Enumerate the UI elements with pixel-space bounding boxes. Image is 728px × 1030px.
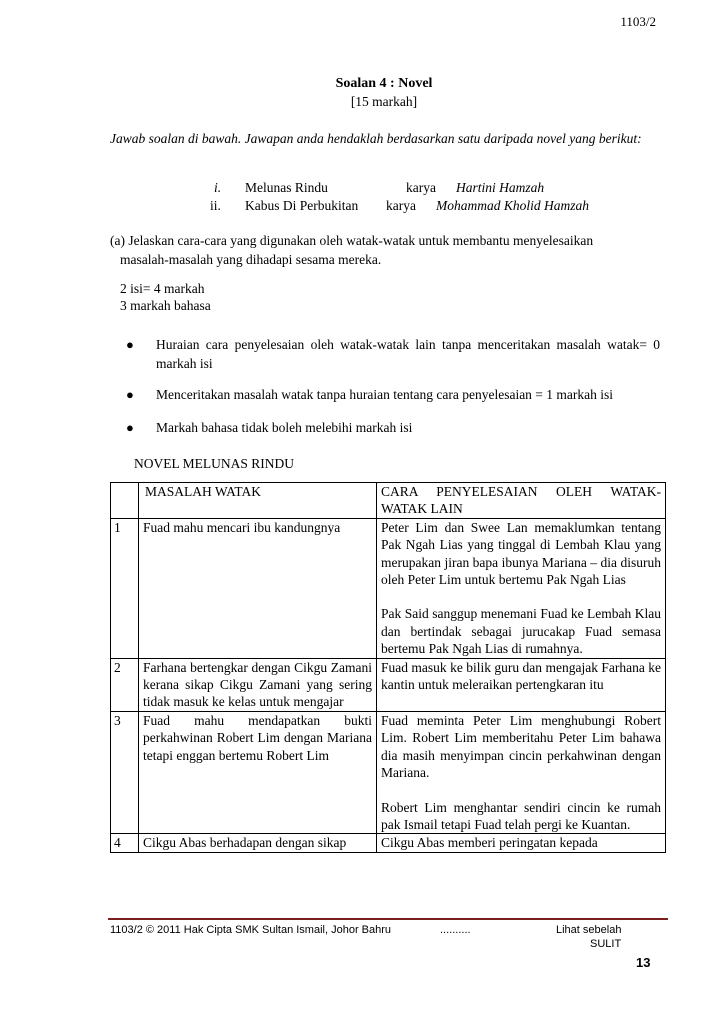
bullet-dot-icon: ● <box>126 337 134 352</box>
novel-karya: karya <box>406 180 436 195</box>
page-number: 13 <box>636 955 651 970</box>
row-solution <box>377 711 666 833</box>
row-problem: Farhana bertengkar dengan Cikgu Zamani kerana sikap Cikgu Zamani yang sering tidak masuk ke kelas untuk mengajar <box>139 658 377 711</box>
row-problem: Cikgu Abas berhadapan dengan sikap <box>139 834 377 852</box>
solution-paragraph: Fuad meminta Peter Lim menghubungi Robert Lim. Robert Lim memberitahu Peter Lim bahawa dia masih menyimpan cincin perkahwinan dengan Mariana. <box>381 712 661 781</box>
footer-sulit: SULIT <box>590 938 622 950</box>
bullet-item <box>126 335 660 375</box>
novel-item-1 <box>110 180 670 198</box>
bullet-text: Huraian cara penyelesaian oleh watak-watak lain tanpa menceritakan masalah watak= 0 markah isi <box>156 337 660 371</box>
footer-next-page: Lihat sebelah <box>556 924 622 936</box>
part-a-line-2: masalah-masalah yang dihadapi sesama mereka. <box>120 252 382 267</box>
question-title: Soalan 4 : Novel <box>335 76 433 91</box>
part-a-question <box>110 231 670 269</box>
novel-author: Hartini Hamzah <box>456 180 545 195</box>
novel-title: Kabus Di Perbukitan <box>245 198 359 213</box>
row-number: 4 <box>111 834 139 852</box>
footer-divider <box>108 918 668 920</box>
solution-paragraph: Fuad masuk ke bilik guru dan mengajak Farhana ke kantin untuk meleraikan pertengkaran itu <box>381 659 661 693</box>
answer-table <box>110 482 666 853</box>
novel-author: Mohammad Kholid Hamzah <box>436 198 590 213</box>
row-number: 1 <box>111 518 139 658</box>
mark-language: 3 markah bahasa <box>120 298 211 313</box>
solution-paragraph: Robert Lim menghantar sendiri cincin ke rumah pak Ismail tetapi Fuad telah pergi ke Kuantan. <box>381 799 661 832</box>
table-row <box>111 711 666 833</box>
novel-number: i. <box>214 180 222 195</box>
row-problem: Fuad mahu mencari ibu kandungnya <box>139 518 377 658</box>
row-number: 2 <box>111 658 139 711</box>
solution-paragraph: Pak Said sanggup menemani Fuad ke Lembah Klau dan bertindak sebagai jurucakap Fuad semasa bertemu Pak Ngah Lias di rumahnya. <box>381 606 661 657</box>
novel-title: Melunas Rindu <box>245 180 328 195</box>
bullet-item <box>126 418 660 438</box>
row-solution <box>377 518 666 658</box>
footer-dots: .......... <box>440 924 471 936</box>
question-marks: [15 markah] <box>350 94 418 109</box>
solution-paragraph: Peter Lim dan Swee Lan memaklumkan tentang Pak Ngah Lias yang tinggal di Lembah Klau yang merupakan jiran bapa ibunya Mariana – dia disuruh oleh Peter Lim untuk bertemu Pak Ngah Lias <box>381 519 661 588</box>
bullet-dot-icon: ● <box>126 420 134 435</box>
table-row <box>111 834 666 852</box>
novel-item-2 <box>110 198 670 216</box>
table-row <box>111 658 666 711</box>
footer-copyright: 1103/2 © 2011 Hak Cipta SMK Sultan Ismail, Johor Bahru <box>110 924 392 936</box>
row-problem: Fuad mahu mendapatkan bukti perkahwinan Robert Lim dengan Mariana tetapi enggan bertemu Robert Lim <box>139 711 377 833</box>
bullet-dot-icon: ● <box>126 387 134 402</box>
paper-code: 1103/2 <box>620 14 656 29</box>
header-problem: MASALAH WATAK <box>139 483 377 519</box>
novel-heading: NOVEL MELUNAS RINDU <box>134 456 294 471</box>
table-row <box>111 518 666 658</box>
row-solution: Cikgu Abas memberi peringatan kepada <box>377 834 666 852</box>
bullet-text: Markah bahasa tidak boleh melebihi markah isi <box>156 420 413 435</box>
row-solution <box>377 658 666 711</box>
novel-karya: karya <box>386 198 416 213</box>
bullet-item <box>126 385 660 405</box>
header-solution: CARA PENYELESAIAN OLEH WATAK-WATAK LAIN <box>377 483 666 519</box>
row-number: 3 <box>111 711 139 833</box>
instruction: Jawab soalan di bawah. Jawapan anda hendaklah berdasarkan satu daripada novel yang berikut: <box>110 131 642 146</box>
part-a-line-1: (a) Jelaskan cara-cara yang digunakan oleh watak-watak untuk membantu menyelesaikan <box>110 233 594 248</box>
table-header-row <box>111 483 666 519</box>
novel-number: ii. <box>210 198 221 213</box>
mark-content: 2 isi= 4 markah <box>120 281 205 296</box>
bullet-text: Menceritakan masalah watak tanpa huraian tentang cara penyelesaian = 1 markah isi <box>156 387 614 402</box>
